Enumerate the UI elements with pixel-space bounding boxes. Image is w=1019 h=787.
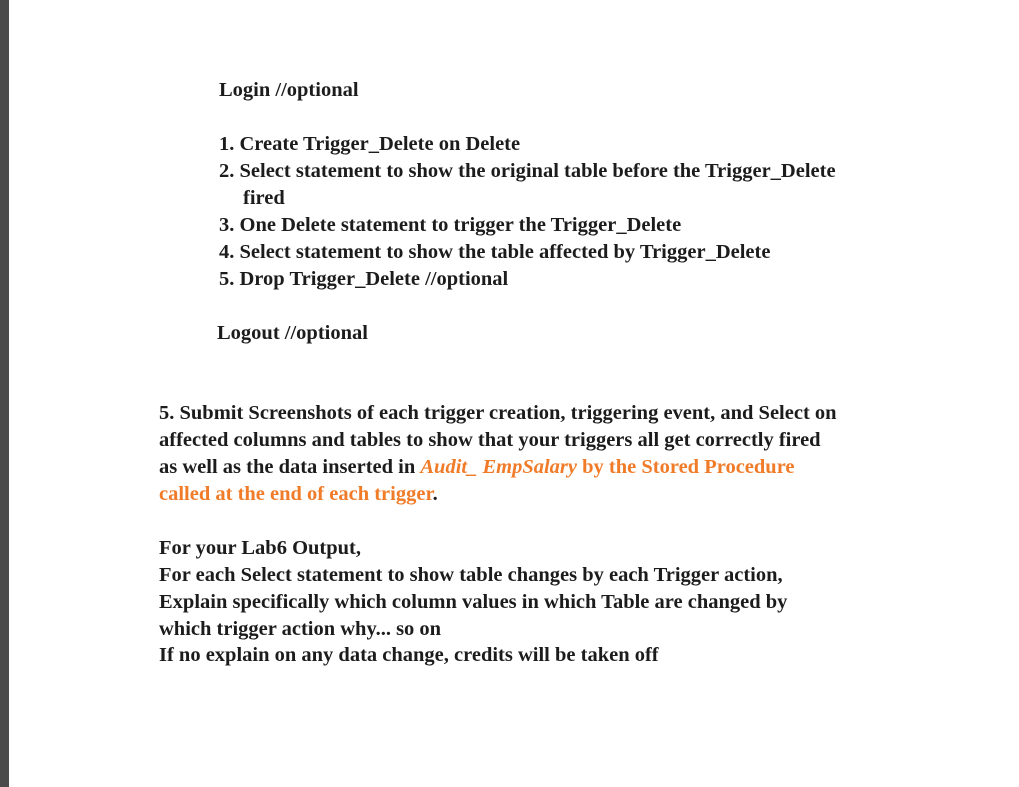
step-3: 3. One Delete statement to trigger the Trigger_Delete <box>219 214 682 236</box>
output-line-2: Explain specifically which column values in which Table are changed by <box>159 591 788 613</box>
output-line-1: For each Select statement to show table changes by each Trigger action, <box>159 564 783 586</box>
submit-line-4-period: . <box>432 483 438 505</box>
step-2-continuation: fired <box>243 187 285 209</box>
document-page <box>9 0 1019 787</box>
submit-line-3-prefix: as well as the data inserted in <box>159 456 421 478</box>
viewer-edge <box>0 0 9 787</box>
submit-line-2: affected columns and tables to show that your triggers all get correctly fired <box>159 429 821 451</box>
step-1: 1. Create Trigger_Delete on Delete <box>219 133 521 155</box>
submit-line-4 <box>159 481 438 508</box>
output-line-4: If no explain on any data change, credits will be taken off <box>159 644 659 666</box>
stored-procedure-text: by the Stored Procedure <box>577 456 795 478</box>
step-5: 5. Drop Trigger_Delete //optional <box>219 268 509 290</box>
login-line: Login //optional <box>219 79 359 101</box>
output-line-3: which trigger action why... so on <box>159 618 442 640</box>
step-4: 4. Select statement to show the table affected by Trigger_Delete <box>219 241 771 263</box>
logout-line: Logout //optional <box>217 322 368 344</box>
trigger-end-text: called at the end of each trigger <box>159 483 433 505</box>
submit-line-3 <box>159 454 795 481</box>
submit-line-1: 5. Submit Screenshots of each trigger creation, triggering event, and Select on <box>159 402 837 424</box>
audit-table-name: Audit_ EmpSalary <box>420 456 578 478</box>
step-2: 2. Select statement to show the original table before the Trigger_Delete <box>219 160 836 182</box>
output-heading: For your Lab6 Output, <box>159 537 362 559</box>
